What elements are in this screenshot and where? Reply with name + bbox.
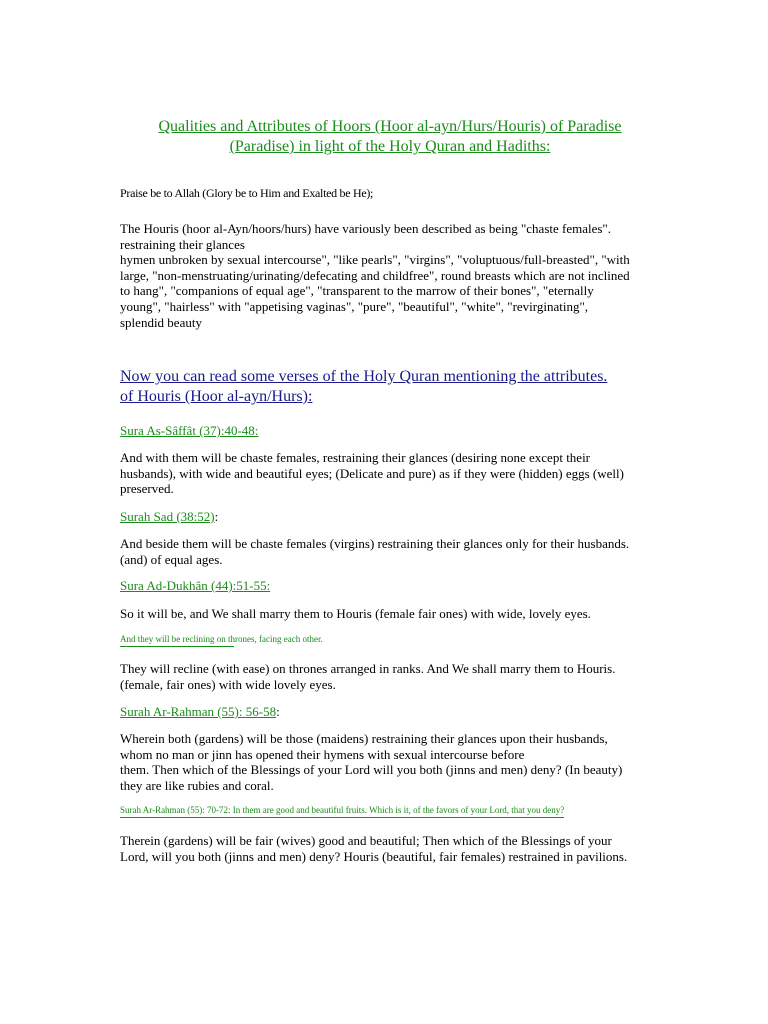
intro-line: large, "non-menstruating/urinating/defecating and childfree", round breasts which are not inclined [120, 267, 630, 283]
verse-line: husbands), with wide and beautiful eyes; (Delicate and pure) as if they were (hidden) eggs (well) [120, 465, 624, 481]
section-6-text [120, 833, 665, 864]
section-2-reference-colon: : [214, 509, 219, 524]
verse-line: So it will be, and We shall marry them to Houris (female fair ones) with wide, lovely eyes. [120, 606, 591, 621]
section-5-reference-text: Surah Ar-Rahman (55): 56-58 [120, 704, 277, 719]
intro-line: to hang", "companions of equal age", "transparent to the marrow of their bones", "eternally [120, 283, 594, 299]
intro-line: The Houris (hoor al-Ayn/hoors/hurs) have variously been described as being "chaste females". [120, 221, 611, 236]
verse-line: whom no man or jinn has opened their hymens with sexual intercourse before [120, 746, 525, 762]
section-3-text [120, 606, 665, 622]
verse-line: Lord, will you both (jinns and men) deny? Houris (beautiful, fair females) restrained in pavilions. [120, 848, 628, 864]
section-1-text [120, 450, 665, 497]
section-4-text [120, 661, 665, 692]
praise-line: Praise be to Allah (Glory be to Him and Exalted be He); [120, 186, 374, 200]
section-6-reference-text: Surah Ar-Rahman (55): 70-72: In them are good and beautiful fruits. Which is it, of the favors of your Lord, that you deny? [120, 804, 564, 818]
section-2-reference-text: Surah Sad (38:52) [120, 509, 215, 524]
section-1-reference-text: Sura As-Sâffât (37):40-48: [120, 423, 259, 438]
section-3-reference-text: Sura Ad-Dukhân (44):51-55: [120, 578, 271, 593]
verses-heading-line: of Houris (Hoor al-ayn/Hurs): [120, 388, 313, 405]
verse-line: (female, fair ones) with wide lovely eyes. [120, 676, 336, 692]
section-5-reference-colon: : [276, 704, 280, 719]
verse-line: Therein (gardens) will be fair (wives) good and beautiful; Then which of the Blessings of your [120, 833, 612, 848]
intro-line: hymen unbroken by sexual intercourse", "like pearls", "virgins", "voluptuous/full-breasted", "with [120, 252, 630, 268]
intro-line: young", "hairless" with "appetising vaginas", "pure", "beautiful", "white", "revirginating", [120, 298, 589, 314]
verse-line: Wherein both (gardens) will be those (maidens) restraining their glances upon their husbands, [120, 731, 608, 746]
verse-line: They will recline (with ease) on thrones arranged in ranks. And We shall marry them to Houris. [120, 661, 616, 676]
section-6-reference [120, 804, 665, 818]
section-5-text [120, 731, 665, 793]
section-5-reference [120, 704, 665, 720]
verse-line: And beside them will be chaste females (virgins) restraining their glances only for their husbands. [120, 536, 630, 551]
section-2-reference [120, 509, 665, 525]
intro-paragraph [120, 221, 665, 330]
verses-heading-line: Now you can read some verses of the Holy Quran mentioning the attributes. [120, 368, 608, 385]
verse-line: (and) of equal ages. [120, 551, 223, 567]
intro-line: splendid beauty [120, 314, 202, 330]
verse-line: them. Then which of the Blessings of your Lord will you both (jinns and men) deny? (In beauty) [120, 762, 623, 778]
verses-heading [120, 367, 665, 407]
title-line-2: (Paradise) in light of the Holy Quran and Hadiths: [229, 138, 551, 155]
section-3-reference [120, 578, 665, 594]
document-title [120, 117, 660, 157]
verse-line: they are like rubies and coral. [120, 777, 274, 793]
intro-line: restraining their glances [120, 236, 245, 252]
section-1-reference [120, 423, 665, 439]
section-2-text [120, 536, 665, 567]
section-4-reference-text: And they will be reclining on thrones, facing each other. [120, 633, 234, 647]
verse-line: And with them will be chaste females, restraining their glances (desiring none except their [120, 450, 591, 465]
title-line-1: Qualities and Attributes of Hoors (Hoor al-ayn/Hurs/Houris) of Paradise [158, 118, 622, 135]
section-4-reference [120, 633, 665, 647]
verse-line: preserved. [120, 481, 174, 497]
